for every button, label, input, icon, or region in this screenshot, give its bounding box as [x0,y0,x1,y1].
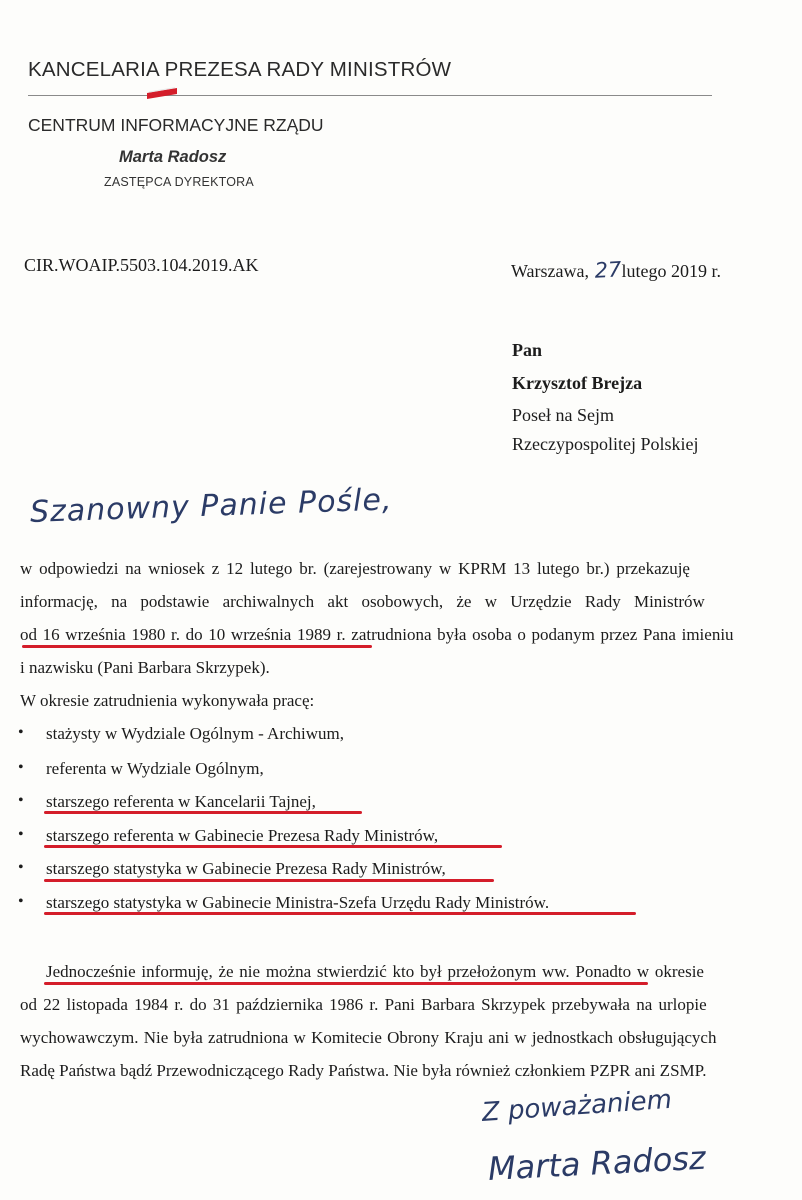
recipient-role-line1: Poseł na Sejm [512,405,614,425]
date-city: Warszawa, [511,261,590,281]
unit-name: CENTRUM INFORMACYJNE RZĄDU [28,115,324,135]
bullet-icon: • [18,759,24,776]
paragraph2-line3: wychowawczym. Nie była zatrudniona w Komitecie Obrony Kraju ani w jednostkach obsługujących [20,1028,717,1047]
date-day-handwritten: 27 [593,257,622,283]
paragraph2-line1: Jednocześnie informuję, że nie można stwierdzić kto był przełożonym ww. Ponadto w okresie [46,962,704,981]
paragraph1-line1: w odpowiedzi na wniosek z 12 lutego br. (zarejestrowany w KPRM 13 lutego br.) przekazuję [20,559,690,578]
list-item: starszego statystyka w Gabinecie Ministra-Szefa Urzędu Rady Ministrów. [46,893,550,912]
official-name: Marta Radosz [119,148,227,166]
closing-handwritten: Z poważaniem [480,1084,673,1128]
list-item: starszego referenta w Gabinecie Prezesa Rady Ministrów, [46,826,439,845]
underline-position [44,879,494,882]
recipient-title: Pan [512,340,543,360]
letterhead-rule [28,95,712,96]
bullet-icon: • [18,792,24,809]
paragraph2-line4: Radę Państwa bądź Przewodniczącego Rady Państwa. Nie była również członkiem PZPR ani ZSMP. [20,1061,707,1080]
underline-position [44,912,636,915]
polish-flag-emblem [147,87,177,101]
paragraph1-line2: informację, na podstawie archiwalnych akt osobowych, że w Urzędzie Rady Ministrów [20,592,705,611]
underline-supervisor [44,982,648,985]
paragraph1-line3: od 16 września 1980 r. do 10 września 1989 r. zatrudniona była osoba o podanym przez Pana imieniu [20,625,734,644]
bullet-icon: • [18,826,24,843]
paragraph2-line2: od 22 listopada 1984 r. do 31 października 1986 r. Pani Barbara Skrzypek przebywała na urlopie [20,995,707,1014]
list-item: referenta w Wydziale Ogólnym, [46,759,264,778]
paragraph1-line5: W okresie zatrudnienia wykonywała pracę: [20,691,315,710]
date-line [511,258,721,282]
date-rest: lutego 2019 r. [621,261,722,281]
recipient-role-line2: Rzeczypospolitej Polskiej [512,434,699,454]
paragraph1-line4: i nazwisku (Pani Barbara Skrzypek). [20,658,270,677]
bullet-icon: • [18,724,24,741]
list-item: stażysty w Wydziale Ogólnym - Archiwum, [46,724,344,743]
underline-position [44,811,362,814]
list-item: starszego referenta w Kancelarii Tajnej, [46,792,316,811]
recipient-name: Krzysztof Brejza [512,373,643,393]
signature-handwritten: Marta Radosz [487,1138,707,1188]
official-title: ZASTĘPCA DYREKTORA [104,175,254,189]
bullet-icon: • [18,859,24,876]
reference-number: CIR.WOAIP.5503.104.2019.AK [24,255,259,275]
salutation-handwritten: Szanowny Panie Pośle, [29,482,393,530]
underline-employment-period [22,645,372,648]
bullet-icon: • [18,893,24,910]
underline-position [44,845,502,848]
list-item: starszego statystyka w Gabinecie Prezesa Rady Ministrów, [46,859,446,878]
organization-name: KANCELARIA PREZESA RADY MINISTRÓW [28,58,452,81]
